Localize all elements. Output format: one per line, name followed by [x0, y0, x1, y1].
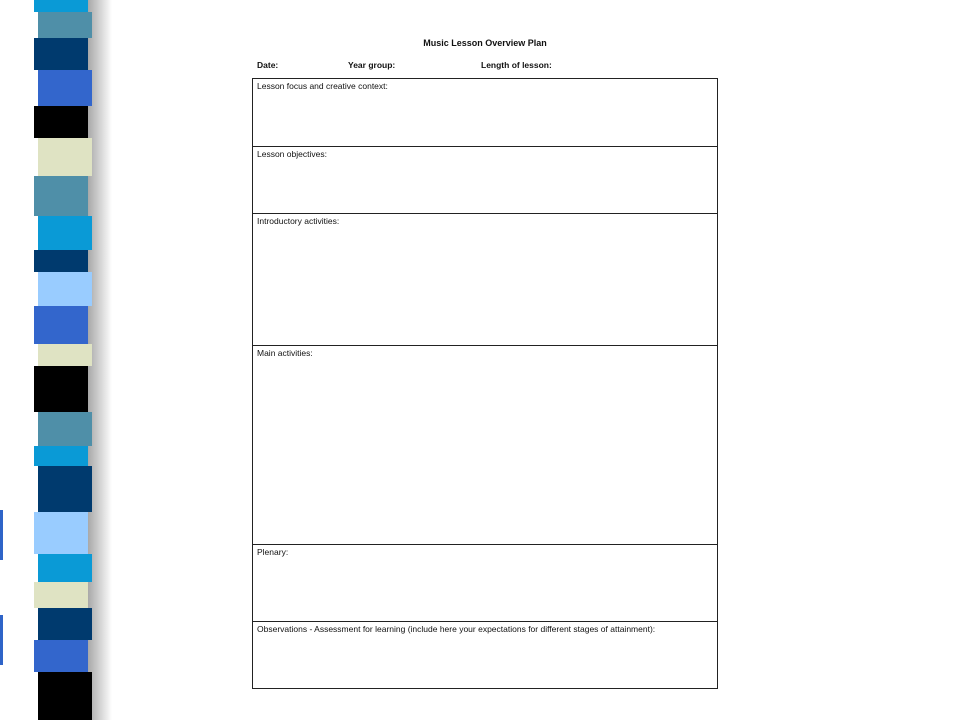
section-label: Plenary:: [257, 547, 289, 557]
ribbon-stripe: [34, 446, 88, 466]
ribbon-stripe: [34, 582, 88, 608]
ribbon-stripe: [34, 366, 88, 412]
ribbon-stripe: [34, 38, 88, 70]
date-label: Date:: [257, 60, 279, 70]
section-plenary[interactable]: [253, 545, 717, 622]
section-label: Introductory activities:: [257, 216, 340, 226]
section-observations[interactable]: [253, 622, 717, 688]
section-main-activities[interactable]: [253, 346, 717, 545]
section-label: Observations - Assessment for learning (include here your expectations for different stages of attainment):: [257, 624, 656, 634]
ribbon-stripe: [34, 106, 88, 138]
length-of-lesson-label: Length of lesson:: [481, 60, 552, 70]
edge-accent: [0, 615, 3, 665]
section-introductory-activities[interactable]: [253, 214, 717, 346]
document-title: Music Lesson Overview Plan: [423, 38, 547, 48]
ribbon-stripe: [34, 306, 88, 344]
ribbon-stripe: [38, 344, 92, 366]
ribbon-stripe: [34, 512, 88, 554]
ribbon-stripe: [38, 138, 92, 176]
ribbon-stripe: [34, 0, 88, 12]
section-lesson-focus[interactable]: [253, 79, 717, 147]
ribbon-stripe: [38, 466, 92, 512]
ribbon-stripe: [34, 176, 88, 216]
year-group-label: Year group:: [348, 60, 396, 70]
ribbon-stripe: [38, 672, 92, 720]
decorative-ribbon: [34, 0, 92, 720]
ribbon-stripe: [38, 608, 92, 640]
section-lesson-objectives[interactable]: [253, 147, 717, 214]
ribbon-stripe: [38, 412, 92, 446]
section-label: Lesson focus and creative context:: [257, 81, 388, 91]
ribbon-stripe: [34, 250, 88, 272]
ribbon-stripe: [38, 272, 92, 306]
lesson-plan-form: [252, 78, 718, 689]
ribbon-stripe: [34, 640, 88, 672]
ribbon-stripe: [38, 70, 92, 106]
ribbon-stripe: [38, 216, 92, 250]
ribbon-stripe: [38, 554, 92, 582]
edge-accent: [0, 510, 3, 560]
section-label: Lesson objectives:: [257, 149, 327, 159]
ribbon-stripe: [38, 12, 92, 38]
section-label: Main activities:: [257, 348, 313, 358]
